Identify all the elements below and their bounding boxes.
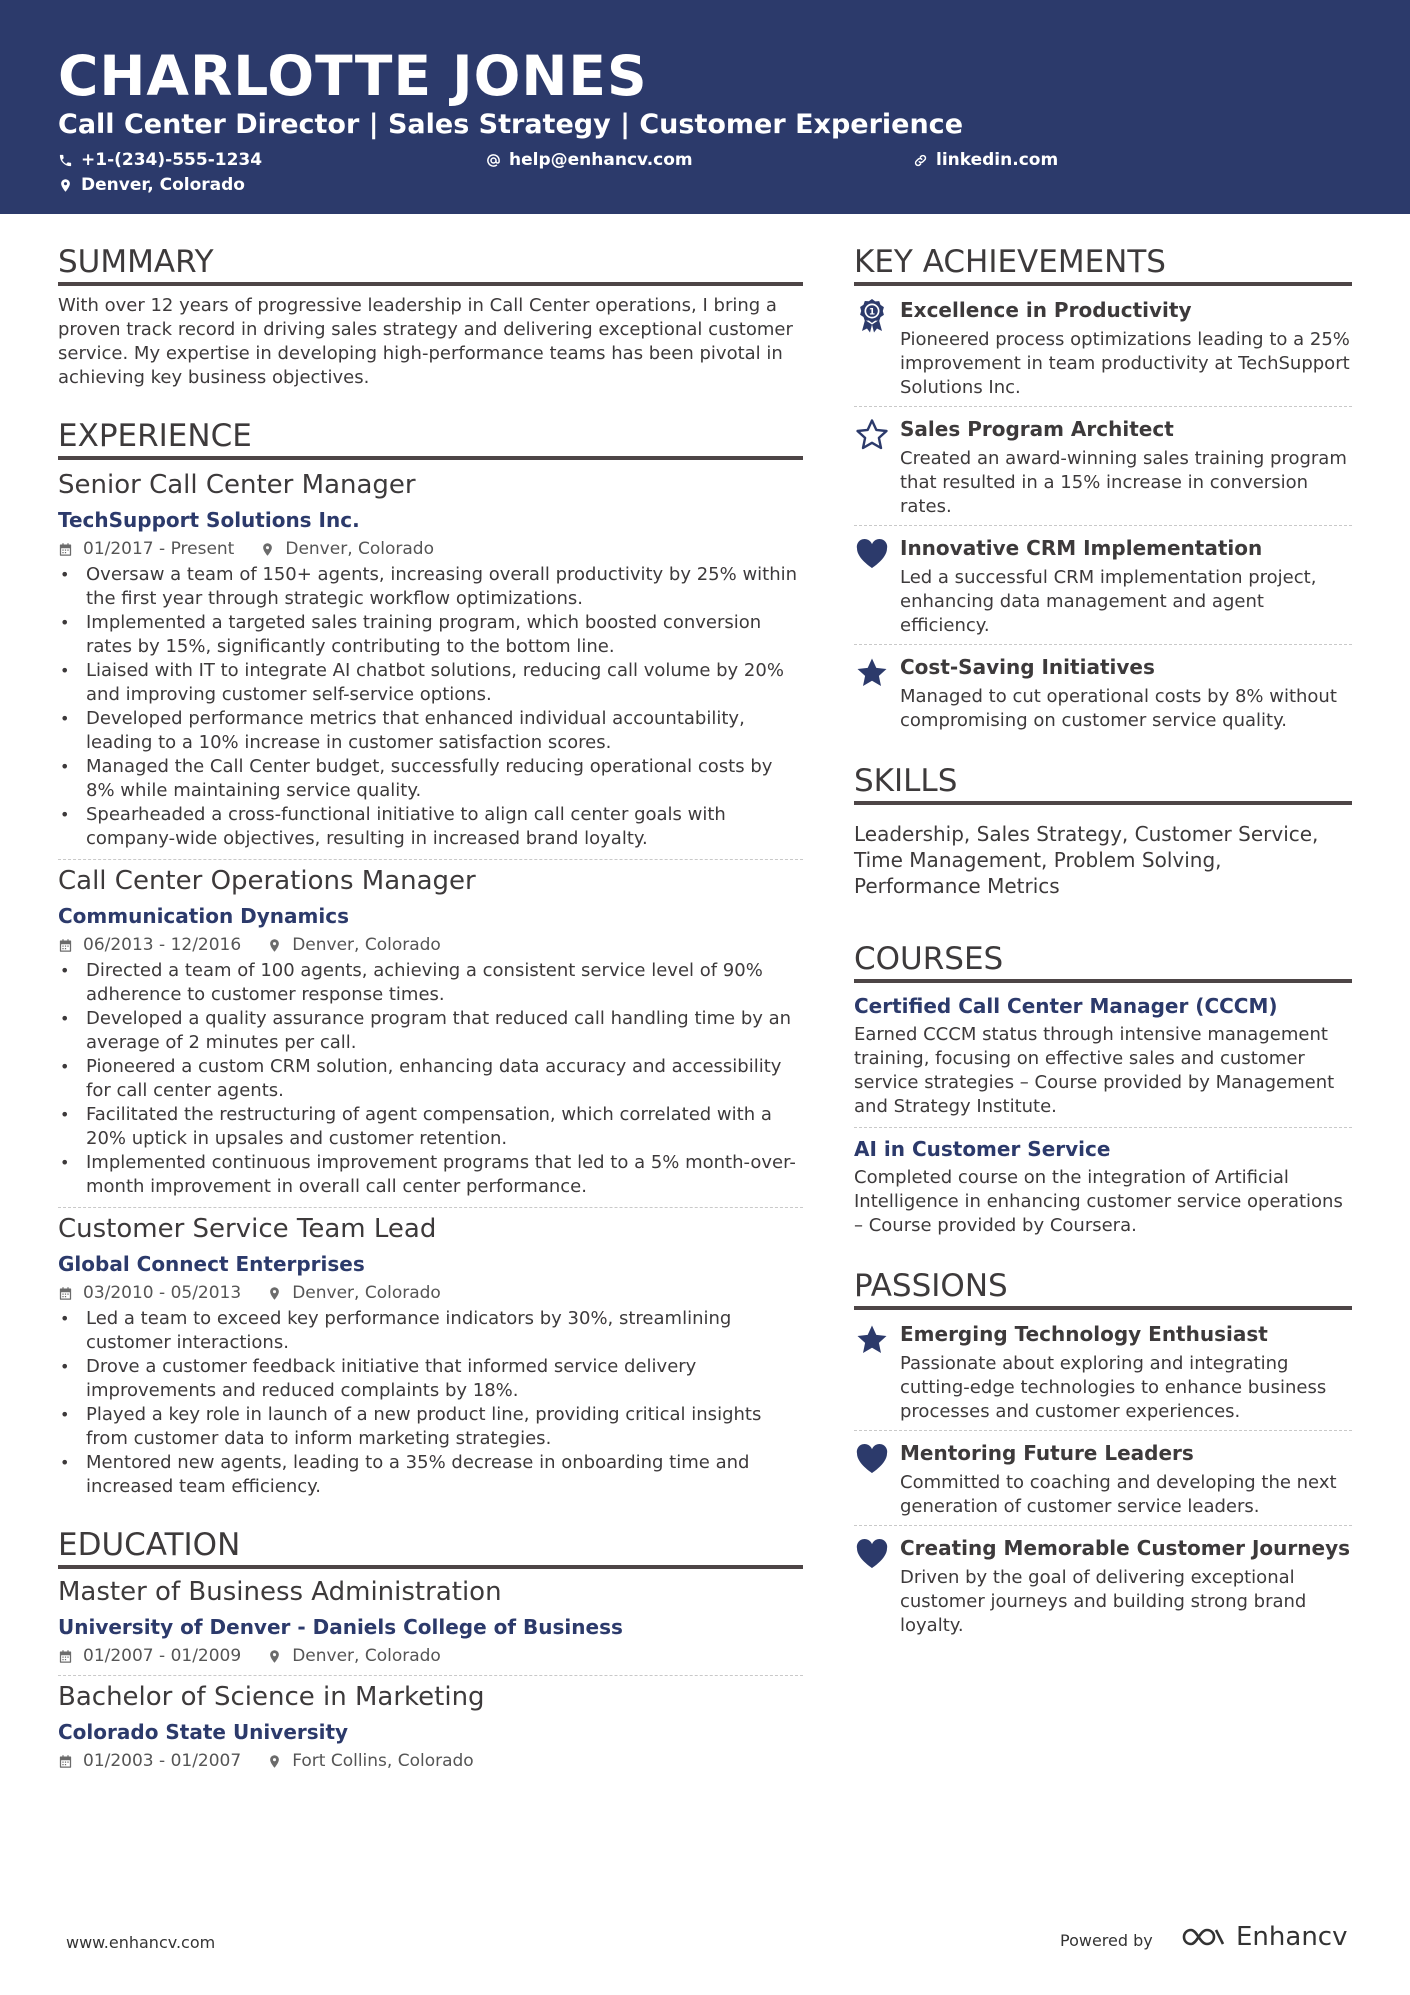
achievement-desc: Led a successful CRM implementation project, enhancing data management and agent efficiency. xyxy=(900,567,1317,636)
passion-title: Emerging Technology Enthusiast xyxy=(900,1322,1268,1346)
course-title: Certified Call Center Manager (CCCM) xyxy=(854,994,1278,1018)
education-meta xyxy=(58,1750,803,1772)
bullet-item: • Directed a team of 100 agents, achieving a consistent service level of 90% adherence to customer response times. xyxy=(58,959,803,1007)
courses-section xyxy=(854,941,1352,1238)
location-pin-icon xyxy=(267,1649,282,1664)
job-role: Customer Service Team Lead xyxy=(58,1214,437,1244)
calendar-icon xyxy=(58,1286,73,1301)
passion-title: Creating Memorable Customer Journeys xyxy=(900,1536,1351,1560)
star-filled-icon xyxy=(854,1322,890,1358)
brand-logo[interactable] xyxy=(1180,1922,1347,1952)
achievement-desc: Managed to cut operational costs by 8% without compromising on customer service quality. xyxy=(900,686,1337,731)
degree: Bachelor of Science in Marketing xyxy=(58,1682,485,1712)
calendar-icon xyxy=(58,938,73,953)
phone-contact[interactable] xyxy=(58,150,262,170)
education-dates: 01/2003 - 01/2007 xyxy=(83,1751,242,1771)
job-company: Communication Dynamics xyxy=(58,904,349,928)
right-column xyxy=(854,214,1352,1638)
course-title: AI in Customer Service xyxy=(854,1137,1111,1161)
achievement-item xyxy=(854,534,1352,644)
job-location: Denver, Colorado xyxy=(285,539,434,559)
bullet-item: • Pioneered a custom CRM solution, enhancing data accuracy and accessibility for call center agents. xyxy=(58,1055,803,1103)
achievements-section xyxy=(854,244,1352,733)
calendar-icon xyxy=(58,542,73,557)
degree: Master of Business Administration xyxy=(58,1577,502,1607)
location-pin-icon xyxy=(267,1754,282,1769)
divider xyxy=(854,406,1352,407)
achievement-title: Innovative CRM Implementation xyxy=(900,536,1263,560)
bullet-item: • Led a team to exceed key performance indicators by 30%, streamlining customer interactions. xyxy=(58,1307,803,1355)
job-meta xyxy=(58,1282,803,1304)
school: University of Denver - Daniels College of Business xyxy=(58,1615,623,1639)
bullet-item: • Managed the Call Center budget, successfully reducing operational costs by 8% while maintaining service quality. xyxy=(58,755,803,803)
svg-text:1: 1 xyxy=(868,307,876,318)
education-title: EDUCATION xyxy=(58,1527,803,1569)
courses-title: COURSES xyxy=(854,941,1352,983)
skills-section xyxy=(854,763,1352,899)
location-pin-icon xyxy=(260,542,275,557)
job-company: Global Connect Enterprises xyxy=(58,1252,365,1276)
job-bullets xyxy=(58,959,803,1199)
summary-section xyxy=(58,244,803,390)
linkedin-text: linkedin.com xyxy=(936,150,1059,170)
education-entry xyxy=(58,1680,803,1772)
achievements-title: KEY ACHIEVEMENTS xyxy=(854,244,1352,286)
location-pin-icon xyxy=(267,938,282,953)
passions-title: PASSIONS xyxy=(854,1268,1352,1310)
job-entry xyxy=(58,468,803,859)
bullet-item: • Mentored new agents, leading to a 35% decrease in onboarding time and increased team efficiency. xyxy=(58,1451,803,1499)
passion-item xyxy=(854,1320,1352,1430)
job-bullets xyxy=(58,1307,803,1499)
left-column xyxy=(58,214,803,1772)
passion-title: Mentoring Future Leaders xyxy=(900,1441,1194,1465)
bullet-item: • Implemented continuous improvement programs that led to a 5% month-over-month improvement in overall call center performance. xyxy=(58,1151,803,1199)
achievement-desc: Pioneered process optimizations leading to a 25% improvement in team productivity at TechSupport Solutions Inc. xyxy=(900,329,1350,398)
footer-url-link[interactable]: www.enhancv.com xyxy=(66,1933,216,1952)
enhancv-logo-icon xyxy=(1180,1924,1226,1950)
education-location: Fort Collins, Colorado xyxy=(292,1751,474,1771)
divider xyxy=(854,1127,1352,1128)
passions-section xyxy=(854,1268,1352,1638)
phone-text: +1-(234)-555-1234 xyxy=(81,150,263,170)
job-location-wrap xyxy=(267,1282,441,1304)
achievement-item xyxy=(854,415,1352,525)
summary-text: With over 12 years of progressive leadership in Call Center operations, I bring a proven track record in driving sales strategy and delivering exceptional customer service. My expertise in developing high-performance teams has been pivotal in achieving key business objectives. xyxy=(58,295,793,388)
bullet-item: • Played a key role in launch of a new product line, providing critical insights from customer data to inform marketing strategies. xyxy=(58,1403,803,1451)
passion-item xyxy=(854,1439,1352,1525)
course-item xyxy=(854,1136,1352,1238)
divider xyxy=(854,644,1352,645)
achievement-item xyxy=(854,296,1352,406)
phone-icon xyxy=(58,153,73,168)
job-location-wrap xyxy=(260,538,434,560)
passion-item xyxy=(854,1534,1352,1638)
bullet-item: • Liaised with IT to integrate AI chatbot solutions, reducing call volume by 20% and improving customer self-service options. xyxy=(58,659,803,707)
job-role: Call Center Operations Manager xyxy=(58,866,476,896)
passion-desc: Driven by the goal of delivering exceptional customer journeys and building strong brand loyalty. xyxy=(900,1567,1307,1636)
job-dates: 03/2010 - 05/2013 xyxy=(83,1283,242,1303)
summary-title: SUMMARY xyxy=(58,244,803,286)
calendar-icon xyxy=(58,1649,73,1664)
powered-by-label: Powered by xyxy=(1060,1931,1153,1950)
location-contact xyxy=(58,175,245,195)
job-dates: 06/2013 - 12/2016 xyxy=(83,935,242,955)
education-section xyxy=(58,1527,803,1772)
location-text: Denver, Colorado xyxy=(81,175,245,195)
heart-icon xyxy=(854,1536,890,1572)
linkedin-contact[interactable] xyxy=(913,150,1058,170)
bullet-item: • Implemented a targeted sales training program, which boosted conversion rates by 15%, significantly contributing to the bottom line. xyxy=(58,611,803,659)
bullet-item: • Developed performance metrics that enhanced individual accountability, leading to a 10% increase in customer satisfaction scores. xyxy=(58,707,803,755)
headline: Call Center Director | Sales Strategy | Customer Experience xyxy=(58,109,964,140)
skills-title: SKILLS xyxy=(854,763,1352,805)
education-entry xyxy=(58,1575,803,1675)
divider xyxy=(854,1525,1352,1526)
education-location: Denver, Colorado xyxy=(292,1646,441,1666)
link-icon xyxy=(913,153,928,168)
job-entry xyxy=(58,864,803,1207)
job-company: TechSupport Solutions Inc. xyxy=(58,508,360,532)
achievement-title: Excellence in Productivity xyxy=(900,298,1192,322)
divider xyxy=(58,859,803,860)
job-entry xyxy=(58,1212,803,1499)
job-meta xyxy=(58,538,803,560)
brand-name: Enhancv xyxy=(1236,1922,1348,1952)
divider xyxy=(58,1675,803,1676)
bullet-item: • Drove a customer feedback initiative that informed service delivery improvements and reduced complaints by 18%. xyxy=(58,1355,803,1403)
education-location-wrap xyxy=(267,1750,474,1772)
job-location: Denver, Colorado xyxy=(292,935,441,955)
location-pin-icon xyxy=(58,178,73,193)
course-desc: Earned CCCM status through intensive management training, focusing on effective sales and customer service strategies – Course provided by Management and Strategy Institute. xyxy=(854,1024,1335,1117)
passion-desc: Passionate about exploring and integrating cutting-edge technologies to enhance business processes and customer experiences. xyxy=(900,1353,1327,1422)
experience-title: EXPERIENCE xyxy=(58,418,803,460)
heart-icon xyxy=(854,1441,890,1477)
achievement-title: Sales Program Architect xyxy=(900,417,1174,441)
achievement-item xyxy=(854,653,1352,733)
course-desc: Completed course on the integration of Artificial Intelligence in enhancing customer service operations – Course provided by Coursera. xyxy=(854,1167,1343,1236)
divider xyxy=(854,1430,1352,1431)
divider xyxy=(58,1207,803,1208)
job-location: Denver, Colorado xyxy=(292,1283,441,1303)
achievement-desc: Created an award-winning sales training program that resulted in a 15% increase in conversion rates. xyxy=(900,448,1347,517)
job-role: Senior Call Center Manager xyxy=(58,470,416,500)
award-ribbon-icon xyxy=(854,298,890,334)
passion-desc: Committed to coaching and developing the next generation of customer service leaders. xyxy=(900,1472,1337,1517)
email-contact[interactable] xyxy=(486,150,693,170)
education-dates: 01/2007 - 01/2009 xyxy=(83,1646,242,1666)
star-filled-icon xyxy=(854,655,890,691)
email-text: help@enhancv.com xyxy=(509,150,693,170)
star-outline-icon xyxy=(854,417,890,453)
bullet-item: • Facilitated the restructuring of agent compensation, which correlated with a 20% uptick in upsales and customer retention. xyxy=(58,1103,803,1151)
bullet-item: • Developed a quality assurance program that reduced call handling time by an average of 2 minutes per call. xyxy=(58,1007,803,1055)
school: Colorado State University xyxy=(58,1720,349,1744)
skills-text: Leadership, Sales Strategy, Customer Service, Time Management, Problem Solving, Performance Metrics xyxy=(854,822,1319,898)
at-icon xyxy=(486,153,501,168)
location-pin-icon xyxy=(267,1286,282,1301)
job-dates: 01/2017 - Present xyxy=(83,539,235,559)
experience-section xyxy=(58,418,803,1499)
job-meta xyxy=(58,934,803,956)
heart-icon xyxy=(854,536,890,572)
candidate-name: CHARLOTTE JONES xyxy=(58,44,648,108)
course-item xyxy=(854,993,1352,1127)
divider xyxy=(854,525,1352,526)
bullet-item: • Oversaw a team of 150+ agents, increasing overall productivity by 25% within the first year through strategic workflow optimizations. xyxy=(58,563,803,611)
job-bullets xyxy=(58,563,803,851)
bullet-item: • Spearheaded a cross-functional initiative to align call center goals with company-wide objectives, resulting in increased brand loyalty. xyxy=(58,803,803,851)
achievement-title: Cost-Saving Initiatives xyxy=(900,655,1155,679)
job-location-wrap xyxy=(267,934,441,956)
education-location-wrap xyxy=(267,1645,441,1667)
header-banner xyxy=(0,0,1410,214)
calendar-icon xyxy=(58,1754,73,1769)
education-meta xyxy=(58,1645,803,1667)
